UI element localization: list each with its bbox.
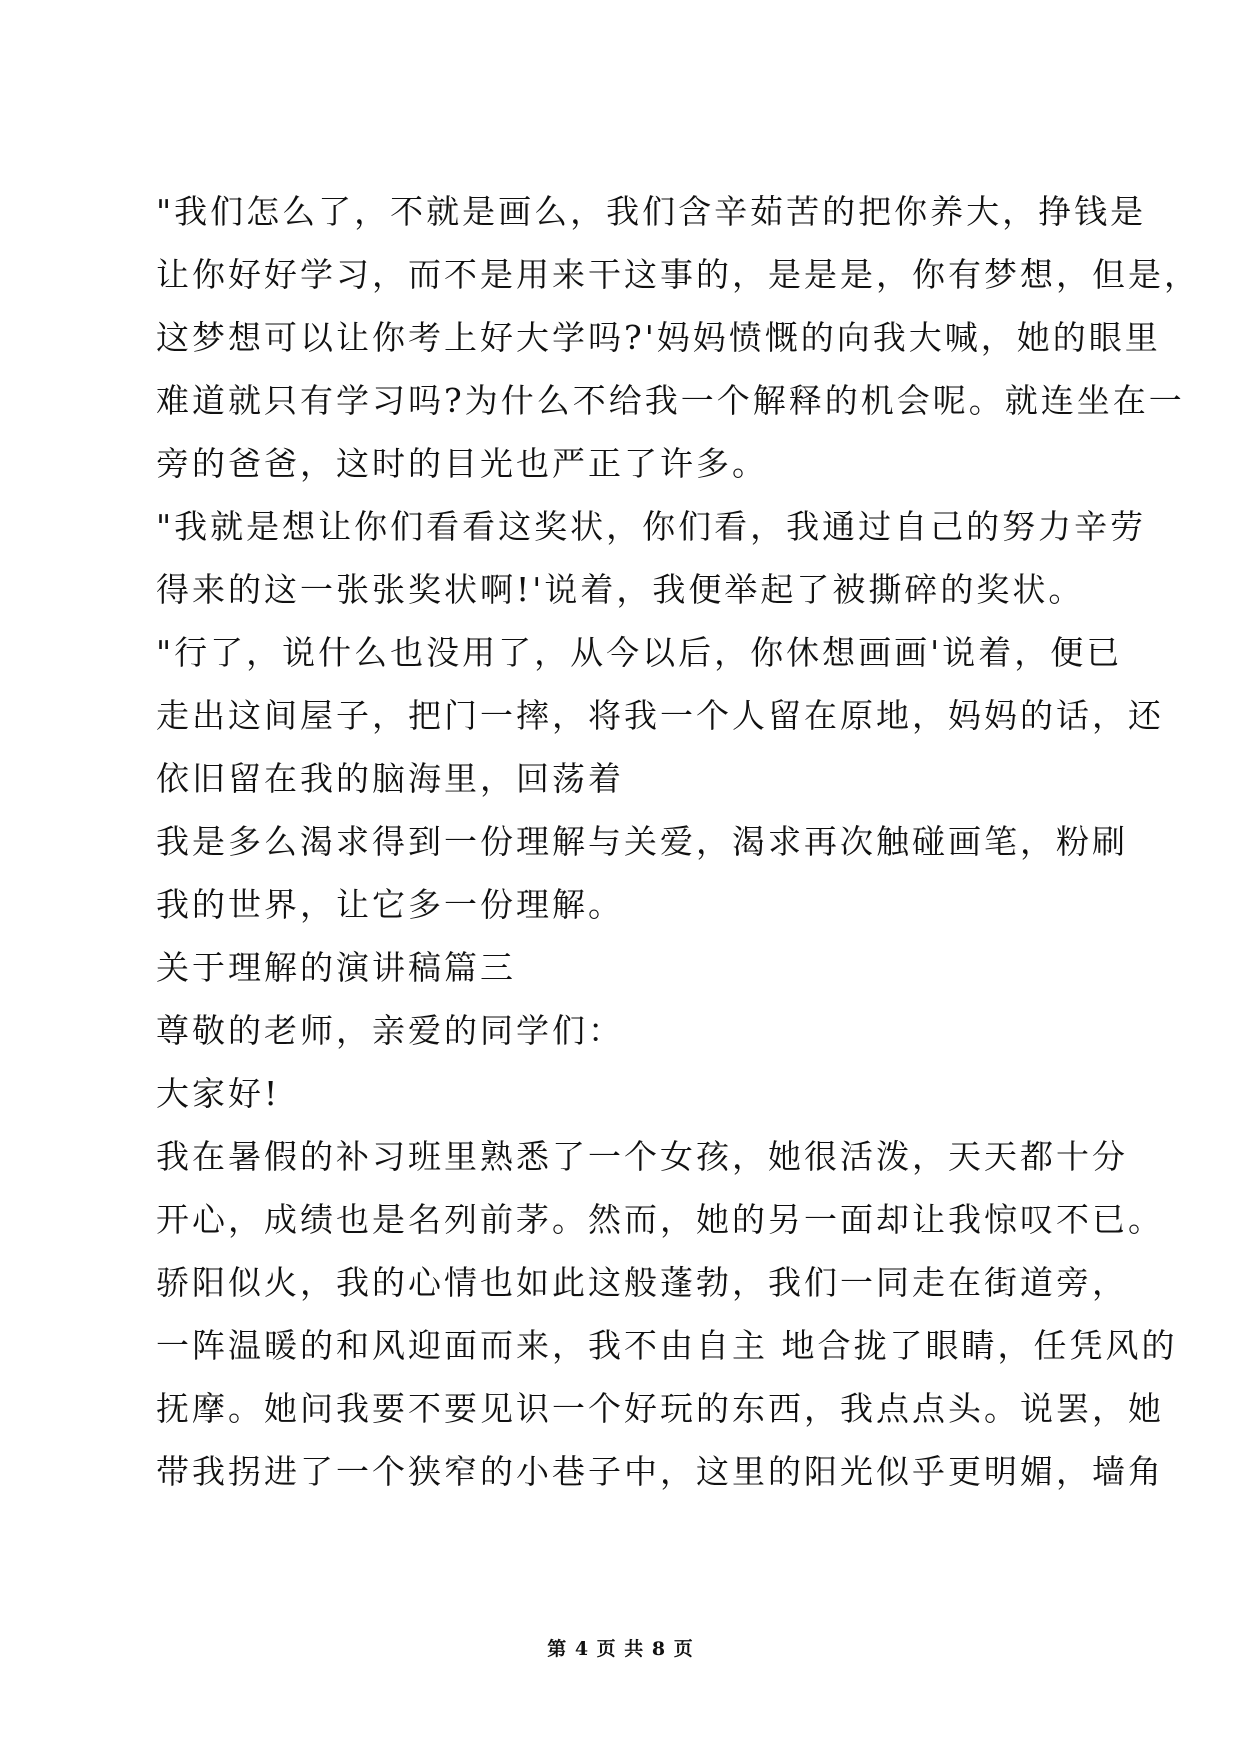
text-line: 难道就只有学习吗?为什么不给我一个解释的机会呢。就连坐在一 (156, 381, 1185, 420)
text-line: 一阵温暖的和风迎面而来，我不由自主 地合拢了眼睛，任凭风的 (156, 1326, 1178, 1365)
text-line: "我就是想让你们看看这奖状，你们看，我通过自己的努力辛劳 (156, 507, 1147, 546)
text-line: 旁的爸爸，这时的目光也严正了许多。 (156, 444, 768, 483)
text-line: 依旧留在我的脑海里，回荡着 (156, 759, 624, 798)
text-line: 让你好好学习，而不是用来干这事的，是是是，你有梦想，但是， (156, 255, 1200, 294)
text-line: "我们怎么了，不就是画么，我们含辛茹苦的把你养大，挣钱是 (156, 192, 1147, 231)
text-line: 我是多么渴求得到一份理解与关爱，渴求再次触碰画笔，粉刷 (156, 822, 1128, 861)
text-line: 我的世界，让它多一份理解。 (156, 885, 624, 924)
greeting: 大家好! (156, 1074, 281, 1113)
text-line: 开心，成绩也是名列前茅。然而，她的另一面却让我惊叹不已。 (156, 1200, 1164, 1239)
text-line: "行了，说什么也没用了，从今以后，你休想画画'说着，便已 (156, 633, 1123, 672)
salutation: 尊敬的老师，亲爱的同学们： (156, 1011, 624, 1050)
page-number-footer: 第 4 页 共 8 页 (547, 1638, 694, 1660)
text-line: 这梦想可以让你考上好大学吗?'妈妈愤慨的向我大喊，她的眼里 (156, 318, 1161, 357)
text-line: 走出这间屋子，把门一摔，将我一个人留在原地，妈妈的话，还 (156, 696, 1164, 735)
text-line: 带我拐进了一个狭窄的小巷子中，这里的阳光似乎更明媚，墙角 (156, 1452, 1164, 1491)
text-line: 得来的这一张张奖状啊!'说着，我便举起了被撕碎的奖状。 (156, 570, 1085, 609)
text-line: 骄阳似火，我的心情也如此这般蓬勃，我们一同走在街道旁， (156, 1263, 1128, 1302)
section-heading: 关于理解的演讲稿篇三 (156, 948, 516, 987)
text-line: 我在暑假的补习班里熟悉了一个女孩，她很活泼，天天都十分 (156, 1137, 1128, 1176)
text-line: 抚摩。她问我要不要见识一个好玩的东西，我点点头。说罢，她 (156, 1389, 1164, 1428)
